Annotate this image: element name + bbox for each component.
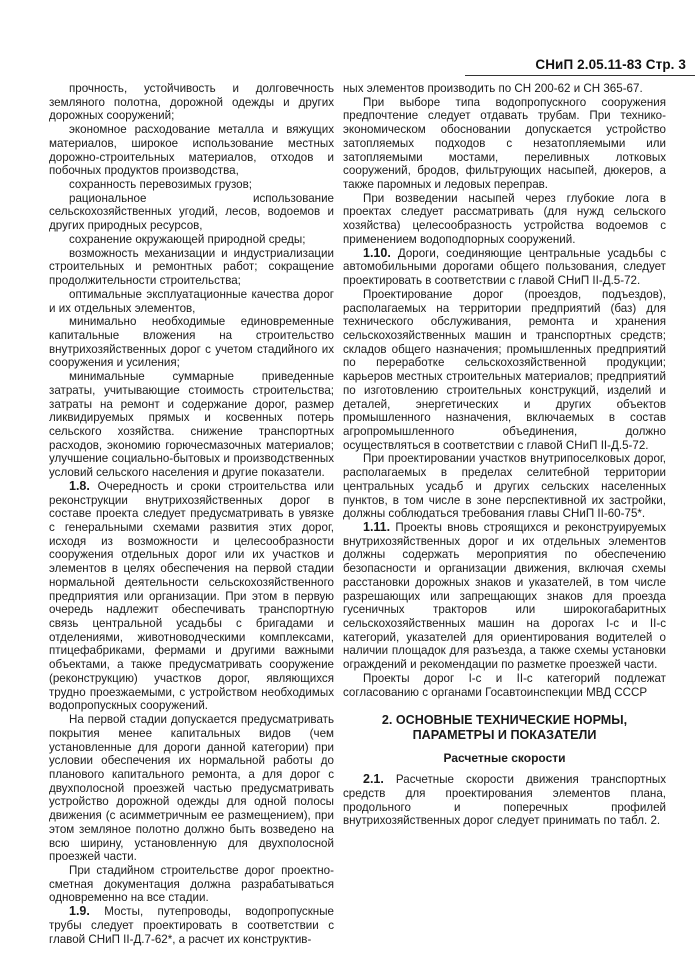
clause-2-1 xyxy=(343,773,666,828)
subsection-heading: Расчетные скорости xyxy=(443,751,566,766)
paragraph: При проектировании участков внутрипоселковых дорог, располагаемых в пределах селитебной территории центральных усадьб и других сельских населенных пунктов, в том числе в зоне перспективной их застройки, должны соблюдаться требования главы СНиП II-60-75*. xyxy=(343,452,666,521)
paragraph: рациональное использование сельскохозяйственных угодий, лесов, водоемов и других природных ресурсов, xyxy=(49,191,334,233)
section-heading-line-1: 2. ОСНОВНЫЕ ТЕХНИЧЕСКИЕ НОРМЫ, xyxy=(381,713,628,728)
clause-text: Очередность и сроки строительства или реконструкции внутрихозяйственных дорог в составе проекта следует предусматривать в увязке с генеральными схемами развития этих дорог, исходя из возможности и целесообразности сооружения отдельных дорог или их участков и элементов в целях обеспечения на первой стадии нормальной деятельности сельскохозяйственного предприятия или организации. При этом в первую очередь надлежит обеспечивать транспортную связь центральной усадьбы с бригадами и отделениями, животноводческими комплексами, птицефабриками, фермами и другими важными объектами, а также предусматривать сооружение (реконструкцию) участков дорог, являющихся трудно проезжаемыми, с устройством необходимых водопропускных сооружений. xyxy=(49,479,334,713)
paragraph: возможность механизации и индустриализации строительных и ремонтных работ; сокращение продолжительности строительства; xyxy=(49,246,334,288)
paragraph: сохранность перевозимых грузов; xyxy=(69,178,252,192)
paragraph: При выборе типа водопропускного сооружения предпочтение следует отдавать трубам. При технико-экономическом обосновании допускается устройство затопляемых подходов с незатопляемыми или затопляемыми мостами, переливных лотковых сооружений, бродов, фильтрующих насыпей, дюкеров, а также паромных и ледовых переправ. xyxy=(343,95,666,192)
paragraph: На первой стадии допускается предусматривать покрытия менее капитальных видов (чем установленные для дороги данной категории) при условии обеспечения их нормальной работы до планового капитального ремонта, а для дорог с двухполосной проезжей частью предусматривать устройство дорожной одежды для одной полосы движения (с асимметричным ее размещением), при этом земляное полотно должно быть возведено на всю ширину, установленную для двухполосной проезжей части. xyxy=(49,713,334,864)
clause-1-11 xyxy=(343,521,666,672)
section-heading xyxy=(343,713,666,743)
clause-number: 2.1. xyxy=(363,772,384,787)
continuation-paragraph: ных элементов производить по СН 200-62 и СН 365-67. xyxy=(343,82,643,95)
paragraph: сохранение окружающей природной среды; xyxy=(69,232,306,246)
document-code-page-number: СНиП 2.05.11-83 Стр. 3 xyxy=(535,57,686,72)
paragraph: прочность, устойчивость и долговечность земляного полотна, дорожной одежды и других дорожных сооружений; xyxy=(49,82,334,123)
paragraph: При стадийном строительстве дорог проектно-сметная документация должна разрабатываться одновременно на все стадии. xyxy=(49,863,334,905)
clause-number: 1.9. xyxy=(69,904,90,919)
clause-1-10 xyxy=(343,247,666,288)
paragraph: минимальные суммарные приведенные затраты, учитывающие стоимость строительства; затраты на ремонт и содержание дорог, размер ликвидируемых прямых и косвенных потерь сельского хозяйства. снижение транспортных расходов, экономию горючесмазочных материалов; улучшение социально-бытовых и производственных условий сельского населения и другие показатели. xyxy=(49,370,334,480)
paragraph: Проекты дорог I-с и II-с категорий подлежат согласованию с органами Госавтоинспекции МВД СССР xyxy=(343,671,666,699)
section-heading-line-2: ПАРАМЕТРЫ И ПОКАЗАТЕЛИ xyxy=(412,728,597,743)
paragraph: экономное расходование металла и вяжущих материалов, широкое использование местных дорожно-строительных материалов, отходов и побочных продуктов производства, xyxy=(49,123,334,178)
clause-number: 1.11. xyxy=(363,520,391,534)
clause-1-8 xyxy=(49,480,334,713)
clause-number: 1.8. xyxy=(69,478,90,493)
clause-text: Проекты вновь строящихся и реконструируемых внутрихозяйственных дорог и их отдельных элементов должны содержать мероприятия по обеспечению безопасности и организации движения, включая схемы расстановки дорожных знаков и указателей, в том числе разрешающих или запрещающих знаков для проезда гусеничных тракторов или широкогабаритных сельскохозяйственных машин на дорогах I-с и II-с категорий, указателей для ориентирования водителей о наличии площадок для разъезда, а также схемы установки ограждений и рекомендации по разметке проезжей части. xyxy=(343,521,666,672)
clause-1-9 xyxy=(49,905,334,946)
paragraph: При возведении насыпей через глубокие лога в проектах следует рассматривать (для нужд сельского хозяйства) целесообразность устройства водоемов с применением водоподпорных сооружений. xyxy=(343,191,666,246)
clause-text: Мосты, путепроводы, водопропускные трубы следует проектировать в соответствии с главой СНиП II-Д.7-62*, а расчет их конструктив- xyxy=(49,905,334,946)
running-header xyxy=(465,57,695,76)
clause-text: Расчетные скорости движения транспортных средств для проектирования элементов плана, продольного и поперечных профилей внутрихозяйственных дорог следует принимать по табл. 2. xyxy=(343,773,666,828)
paragraph: минимально необходимые единовременные капитальные вложения на строительство внутрихозяйственных дорог с учетом стадийного их сооружения и усиления; xyxy=(49,315,334,370)
paragraph: оптимальные эксплуатационные качества дорог и их отдельных элементов, xyxy=(49,287,334,315)
left-column xyxy=(49,82,334,946)
clause-number: 1.10. xyxy=(363,245,391,260)
paragraph: Проектирование дорог (проездов, подъездов), располагаемых на территории предприятий (баз) для технического обслуживания, ремонта и хранения сельскохозяйственных машин и транспортных средств; складов общего назначения; промышленных предприятий по переработке сельскохозяйственной продукции; карьеров местных строительных материалов; предприятий по изготовлению строительных конструкций, изделий и деталей, энергетических и других объектов промышленного назначения, включаемых в состав агропромышленного объединения, должно осуществляться в соответствии с главой СНиП II-Д.5-72. xyxy=(343,287,666,452)
right-column xyxy=(343,82,666,828)
clause-text: Дороги, соединяющие центральные усадьбы с автомобильными дорогами общего пользования, следует проектировать в соответствии с главой СНиП II-Д.5-72. xyxy=(343,246,666,288)
